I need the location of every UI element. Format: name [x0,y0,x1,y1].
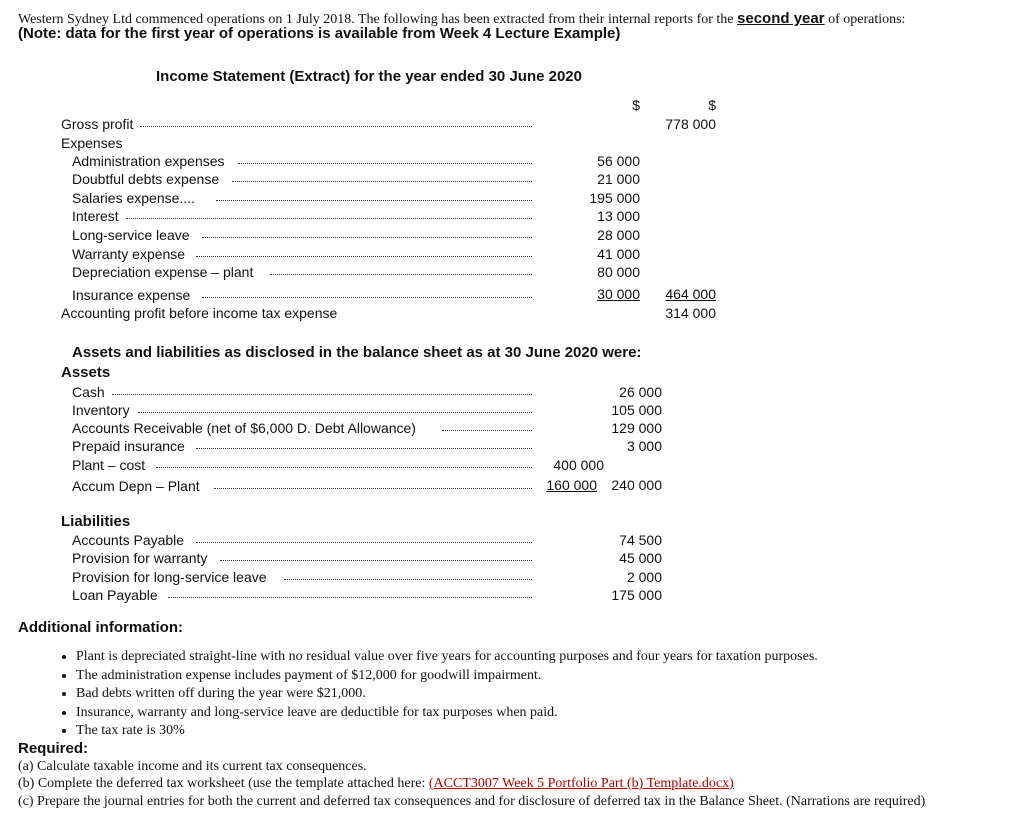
leader-dots [214,488,532,489]
leader-dots [284,579,532,580]
template-link[interactable]: (ACCT3007 Week 5 Portfolio Part (b) Template.docx) [428,776,734,791]
expense-label: Interest [72,208,119,224]
leader-dots [232,181,532,182]
list-item: • The tax rate is 30% [76,722,818,741]
expense-label: Administration expenses [72,153,225,169]
expense-label: Long-service leave [72,227,190,243]
leader-dots [168,597,532,598]
col2-header: $ [708,97,716,113]
required-c: (c) Prepare the journal entries for both the current and deferred tax consequences and for disclosure of deferred tax in the Balance Sheet. (Narrations are required) [18,794,926,809]
liability-value: 175 000 [611,587,662,603]
leader-dots [140,126,532,127]
asset-value: 26 000 [619,384,662,400]
col1-header: $ [632,97,640,113]
liabilities-heading: Liabilities [61,513,131,530]
intro-note: (Note: data for the first year of operations is available from Week 4 Lecture Example) [18,25,621,42]
leader-dots [270,274,532,275]
liability-value: 74 500 [619,532,662,548]
liability-label: Provision for long-service leave [72,569,267,585]
accum-depn-value: 160 000 [546,477,597,493]
list-item: • Insurance, warranty and long-service leave are deductible for tax purposes when paid. [76,704,818,723]
leader-dots [202,237,532,238]
leader-dots [156,467,532,468]
gross-profit-label: Gross profit [61,116,134,132]
plant-net-value: 240 000 [611,477,662,493]
additional-info-heading: Additional information: [18,619,183,636]
expense-label: Insurance expense [72,287,191,303]
liability-value: 45 000 [619,550,662,566]
profit-label: Accounting profit before income tax expense [61,305,338,321]
liability-label: Accounts Payable [72,532,185,548]
liability-label: Provision for warranty [72,550,208,566]
expenses-total: 464 000 [665,286,716,302]
asset-label: Prepaid insurance [72,438,185,454]
asset-label: Inventory [72,402,130,418]
plant-cost-value: 400 000 [553,457,604,473]
leader-dots [126,218,532,219]
expense-label: Warranty expense [72,246,186,262]
asset-value: 3 000 [626,438,662,454]
expense-value: 80 000 [597,264,640,280]
expense-label: Doubtful debts expense [72,171,220,187]
required-a: (a) Calculate taxable income and its current tax consequences. [18,759,367,774]
expense-value: 195 000 [589,190,640,206]
liability-value: 2 000 [626,569,662,585]
expenses-label: Expenses [61,135,123,151]
expense-value: 30 000 [597,286,640,302]
leader-dots [196,448,532,449]
gross-profit-value: 778 000 [665,116,716,132]
leader-dots [442,430,532,431]
expense-value: 56 000 [597,153,640,169]
leader-dots [112,394,532,395]
leader-dots [196,542,532,543]
intro-text: Western Sydney Ltd commenced operations on 1 July 2018. The following has been extracted from their internal reports for the [18,12,734,27]
balance-sheet-title: Assets and liabilities as disclosed in the balance sheet as at 30 June 2020 were: [72,344,642,361]
leader-dots [216,200,532,201]
list-item: • The administration expense includes payment of $12,000 for goodwill impairment. [76,667,818,686]
profit-value: 314 000 [665,305,716,321]
required-b-text: (b) Complete the deferred tax worksheet (use the template attached here: [18,776,426,791]
expense-value: 21 000 [597,171,640,187]
list-item: • Bad debts written off during the year were $21,000. [76,685,818,704]
expense-value: 13 000 [597,208,640,224]
expense-value: 28 000 [597,227,640,243]
leader-dots [202,297,532,298]
required-b [18,776,734,792]
asset-value: 129 000 [611,420,662,436]
accum-depn-label: Accum Depn – Plant [72,478,200,494]
expense-label: Depreciation expense – plant [72,264,254,280]
asset-label: Cash [72,384,105,400]
asset-value: 105 000 [611,402,662,418]
required-heading: Required: [18,740,89,757]
liability-label: Loan Payable [72,587,158,603]
additional-info-list [58,648,818,741]
assets-heading: Assets [61,364,111,381]
leader-dots [196,256,532,257]
leader-dots [238,163,532,164]
leader-dots [138,412,532,413]
income-statement-title: Income Statement (Extract) for the year ended 30 June 2020 [156,68,582,85]
expense-label: Salaries expense.... [72,190,195,206]
list-item: • Plant is depreciated straight-line with no residual value over five years for accounting purposes and four years for taxation purposes. [76,648,818,667]
asset-label: Accounts Receivable (net of $6,000 D. Debt Allowance) [72,420,416,436]
intro-text-end: of operations: [828,12,906,27]
expense-value: 41 000 [597,246,640,262]
plant-cost-label: Plant – cost [72,457,146,473]
emphasis-second-year: second year [737,10,825,27]
leader-dots [220,560,532,561]
